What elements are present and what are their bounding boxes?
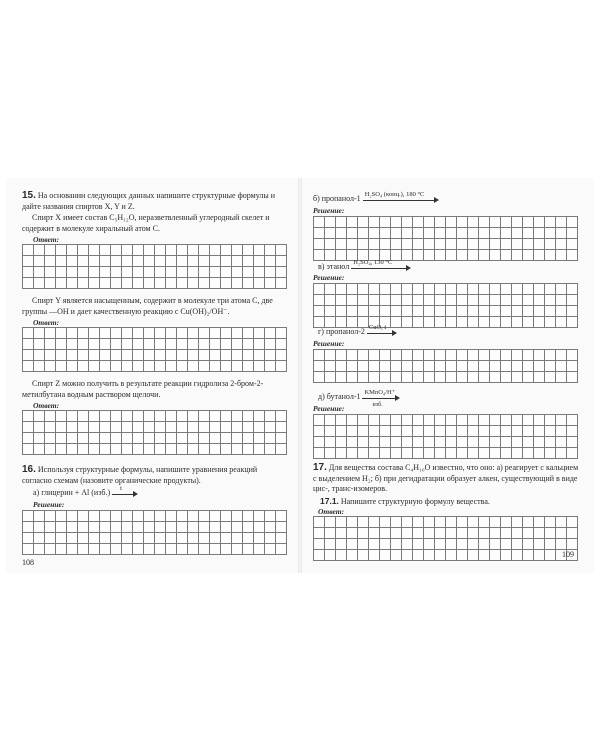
task-17-text: Для вещества состава C₄H₁₀O известно, что оно: а) реагирует с кальцием с выделением H₂; б) при дегидратации образует алкен, существующий в виде цис-, транс-изомеров. xyxy=(313,463,579,493)
reaction-d xyxy=(318,389,400,409)
solution-label-a: Решение: xyxy=(33,500,65,509)
reaction-g-reactant: г) пропанол-2 xyxy=(318,327,365,336)
task-16-number: 16. xyxy=(22,464,36,475)
solution-label-c: Решение: xyxy=(313,273,345,282)
answer-label-17: Ответ: xyxy=(318,507,345,516)
reaction-b-condition: H₂SO₄ (конц.), 180 °C xyxy=(364,191,425,199)
task-17-1 xyxy=(320,496,578,508)
task-17-1-text: Напишите структурную формулу вещества. xyxy=(340,497,490,506)
page-number-right: 109 xyxy=(562,550,574,559)
answer-grid-17[interactable] xyxy=(313,516,578,561)
solution-grid-d[interactable] xyxy=(313,414,578,459)
reaction-c-reactant: в) этанол xyxy=(318,262,350,271)
reaction-d-condition: KMnO₄/H⁺ xyxy=(364,389,396,397)
reaction-b xyxy=(313,191,439,204)
reaction-a-condition: t xyxy=(120,485,122,493)
answer-label-z: Ответ: xyxy=(33,401,60,410)
task-16-intro-text: Используя структурные формулы, напишите уравнения реакций согласно схемам (назовите органические продукты). xyxy=(22,465,258,485)
answer-label-y: Ответ: xyxy=(33,318,60,327)
reaction-arrow xyxy=(112,485,138,498)
task-17-1-number: 17.1. xyxy=(320,496,339,506)
answer-grid-x[interactable] xyxy=(22,244,287,289)
alcohol-y-text: Спирт Y является насыщенным, содержит в молекуле три атома C, две группы —OH и дает качественную реакцию с Cu(OH)₂/OH⁻. xyxy=(22,296,273,316)
solution-label-b: Решение: xyxy=(313,206,345,215)
answer-grid-y[interactable] xyxy=(22,327,287,372)
solution-grid-b[interactable] xyxy=(313,216,578,261)
task-17-intro xyxy=(313,463,579,495)
task-15-intro xyxy=(22,191,288,212)
solution-grid-a[interactable] xyxy=(22,510,287,555)
answer-grid-z[interactable] xyxy=(22,410,287,455)
reaction-c-condition: H₂SO₄, 130 °C xyxy=(353,259,393,267)
task-17-number: 17. xyxy=(313,462,327,473)
reaction-d-condition-under: изб. xyxy=(372,402,383,409)
reaction-a xyxy=(33,485,138,498)
solution-label-d: Решение: xyxy=(313,404,345,413)
alcohol-x-text: Спирт X имеет состав C₅H₁₂O, неразветвленный углеродный скелет и содержит в молекуле хиральный атом C. xyxy=(22,213,270,233)
reaction-arrow xyxy=(367,324,397,337)
reaction-g xyxy=(318,324,397,337)
task-15-intro-text: На основании следующих данных напишите структурные формулы и дайте названия спиртов X, Y и Z. xyxy=(22,191,275,211)
answer-label-x: Ответ: xyxy=(33,235,60,244)
solution-label-g: Решение: xyxy=(313,339,345,348)
task-15-number: 15. xyxy=(22,190,36,201)
reaction-g-condition: CuO, t xyxy=(368,324,387,332)
task-16-intro xyxy=(22,465,288,486)
solution-grid-c[interactable] xyxy=(313,283,578,328)
reaction-arrow xyxy=(351,259,411,272)
reaction-c xyxy=(318,259,411,272)
page-number-left: 108 xyxy=(22,558,34,567)
reaction-b-reactant: б) пропанол-1 xyxy=(313,194,361,203)
reaction-arrow xyxy=(363,191,439,204)
reaction-a-reactants: а) глицерин + Al (изб.) xyxy=(33,488,111,497)
alcohol-z-text: Спирт Z можно получить в результате реакции гидролиза 2-бром-2-метилбутана водным раствором щелочи. xyxy=(22,379,264,399)
reaction-arrow xyxy=(362,389,400,409)
reaction-d-reactant: д) бутанол-1 xyxy=(318,392,361,401)
solution-grid-g[interactable] xyxy=(313,349,578,383)
